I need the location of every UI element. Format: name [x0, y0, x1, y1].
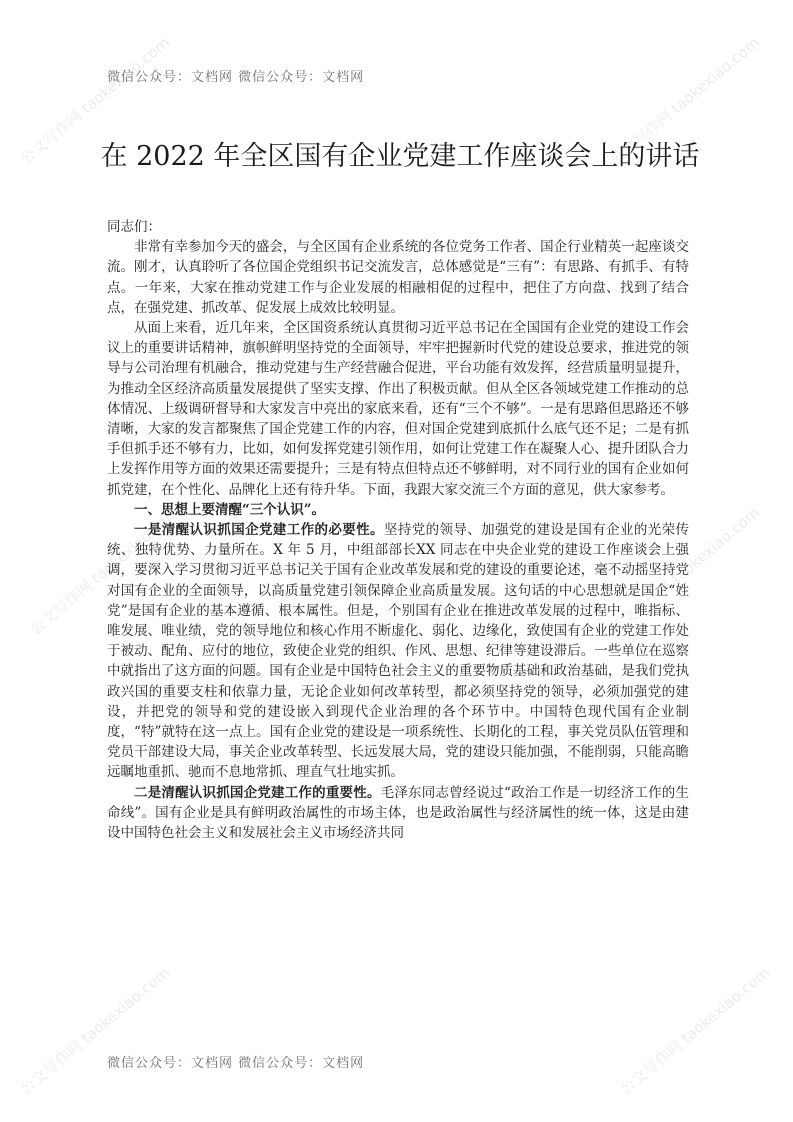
paragraph-point-1 — [107, 520, 689, 783]
point-1-lead: 一是清醒认识抓国企党建工作的必要性。 — [134, 522, 384, 539]
watermark: 公文写作网 taokexiao.com — [26, 503, 184, 639]
document-title: 在 2022 年全区国有企业党建工作座谈会上的讲话 — [100, 141, 700, 172]
watermark: 公文写作网 taokexiao.com — [616, 963, 774, 1099]
paragraph: 从面上来看，近几年来，全区国资系统认真贯彻习近平总书记在全国国有企业党的建设工作会议上的重要讲话精神，旗帜鲜明坚持党的全面领导，牢牢把握新时代党的建设总要求，推进党的领导与公司治理有机融合，推动党建与生产经营融合促进，平台功能有效发挥，经营质量明显提升，为推动全区经济高质量发展提供了坚实支撑、作出了积极贡献。但从全区各领域党建工作推动的总体情况、上级调研督导和大家发言中亮出的家底来看，还有“三个不够”。一是有思路但思路还不够清晰，大家的发言都聚焦了国企党建工作的内容，但对国企党建到底抓什么底气还不足；二是有抓手但抓手还不够有力，比如，如何发挥党建引领作用，如何让党建工作在凝聚人心、提升团队合力上发挥作用等方面的效果还需要提升；三是有特点但特点还不够鲜明，对不同行业的国有企业如何抓党建，在个性化、品牌化上还有待升华。下面，我跟大家交流三个方面的意见，供大家参考。 — [107, 320, 689, 498]
watermark: 公文写作网 taokexiao.com — [16, 33, 174, 169]
page-header: 微信公众号：文档网 微信公众号：文档网 — [107, 70, 365, 85]
point-2-text: 毛泽东同志曾经说过“政治工作是一切经济工作的生命线”。国有企业是具有鲜明政治属性的市场主体，也是政治属性与经济属性的统一体，这是由建设中国特色社会主义和发展社会主义市场经济共同 — [107, 784, 690, 842]
section-heading: 一、思想上要清醒“三个认识”。 — [134, 501, 326, 518]
point-2-lead: 二是清醒认识抓国企党建工作的重要性。 — [134, 784, 381, 801]
document-body — [107, 217, 689, 843]
paragraph: 非常有幸参加今天的盛会，与全区国有企业系统的各位党务工作者、国企行业精英一起座谈交流。刚才，认真聆听了各位国企党组织书记交流发言，总体感觉是“三有”：有思路、有抓手、有特点。一年来，大家在推动党建工作与企业发展的相融相促的过程中，把住了方向盘、找到了结合点，在强党建、抓改革、促发展上成效比较明显。 — [107, 239, 689, 316]
watermark: 公文写作网 taokexiao.com — [16, 963, 174, 1099]
point-1-text: 坚持党的领导、加强党的建设是国有企业的光荣传统、独特优势、力量所在。X 年 5 月，中组部部长XX 同志在中央企业党的建设工作座谈会上强调，要深入学习贯彻习近平总书记关于国有企业改革发展和党的建设的重要论述，毫不动摇坚持党对国有企业的全面领导，以高质量党建引领保障企业高质量发展。这句话的中心思想就是国企“姓党”是国有企业的基本遵循、根本属性。但是，个别国有企业在推进改革发展的过程中，唯指标、唯发展、唯业绩，党的领导地位和核心作用不断虚化、弱化、边缘化，致使国有企业的党建工作处于被动、配角、应付的地位，致使企业党的组织、作风、思想、纪律等建设滞后。一些单位在巡察中就指出了这方面的问题。国有企业是中国特色社会主义的重要物质基础和政治基础，是我们党执政兴国的重要支柱和依靠力量，无论企业如何改革转型，都必须坚持党的领导，必须加强党的建设，并把党的领导和党的建设嵌入到现代企业治理的各个环节中。中国特色现代国有企业制度，“特”就特在这一点上。国有企业党的建设是一项系统性、长期化的工程，事关党员队伍管理和党员干部建设大局，事关企业改革转型、长远发展大局，党的建设只能加强，不能削弱，只能高瞻远瞩地重抓、驰而不息地常抓、理直气壮地实抓。 — [107, 522, 690, 781]
page-footer: 微信公众号：文档网 微信公众号：文档网 — [107, 1056, 365, 1071]
salutation: 同志们： — [107, 219, 161, 235]
watermark: 公文写作网 taokexiao.com — [606, 503, 764, 639]
paragraph-point-2 — [107, 783, 689, 844]
watermark: 公文写作网 taokexiao.com — [606, 33, 764, 169]
